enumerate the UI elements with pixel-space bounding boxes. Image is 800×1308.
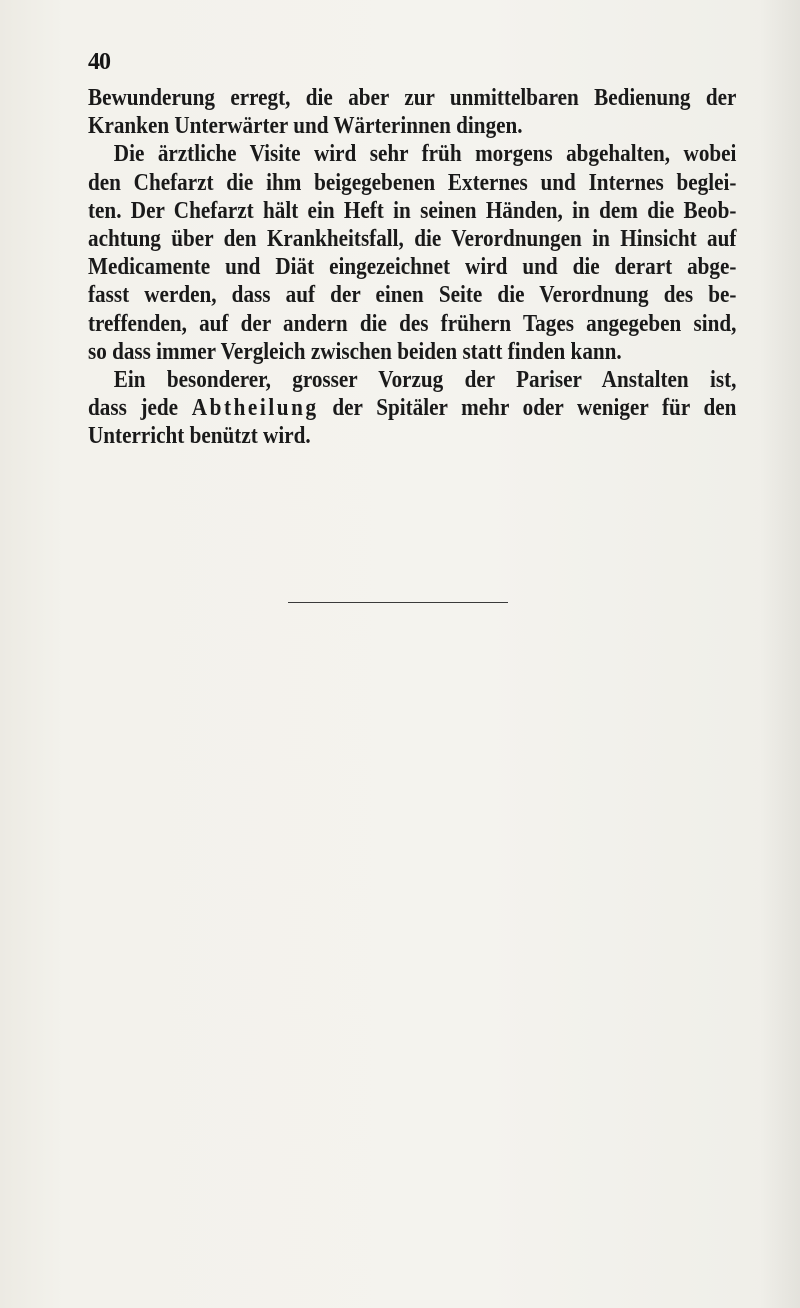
text-line-with-emphasis: dass jede Abtheilung der Spitäler mehr oder weniger für den	[88, 394, 737, 422]
text-line: Ein besonderer, grosser Vorzug der Pariser Anstalten ist,	[113, 366, 737, 394]
body-text	[88, 84, 736, 451]
paragraph-2	[88, 140, 736, 366]
page-number: 40	[88, 49, 110, 75]
text-line: achtung über den Krankheitsfall, die Verordnungen in Hinsicht auf	[88, 225, 737, 253]
page-edge-shading	[760, 0, 800, 1308]
section-divider	[288, 602, 508, 603]
text-line: Unterricht benützt wird.	[88, 422, 311, 450]
emphasized-word: Abtheilung	[191, 394, 319, 422]
text-line: ten. Der Chefarzt hält ein Heft in seinen Händen, in dem die Beob-	[88, 196, 737, 224]
paragraph-3	[88, 366, 736, 451]
text-line: so dass immer Vergleich zwischen beiden statt finden kann.	[88, 337, 622, 365]
text-line: Die ärztliche Visite wird sehr früh morgens abgehalten, wobei	[113, 140, 737, 168]
text-line: den Chefarzt die ihm beigegebenen Externes und Internes beglei-	[88, 168, 737, 196]
text-line: Kranken Unterwärter und Wärterinnen dingen.	[88, 112, 523, 140]
text-line: Medicamente und Diät eingezeichnet wird und die derart abge-	[88, 253, 737, 281]
text-line: Bewunderung erregt, die aber zur unmittelbaren Bedienung der	[88, 84, 737, 111]
text-line: fasst werden, dass auf der einen Seite die Verordnung des be-	[88, 281, 737, 309]
text-line: treffenden, auf der andern die des frühern Tages angegeben sind,	[88, 309, 737, 337]
paragraph-1	[88, 84, 736, 140]
